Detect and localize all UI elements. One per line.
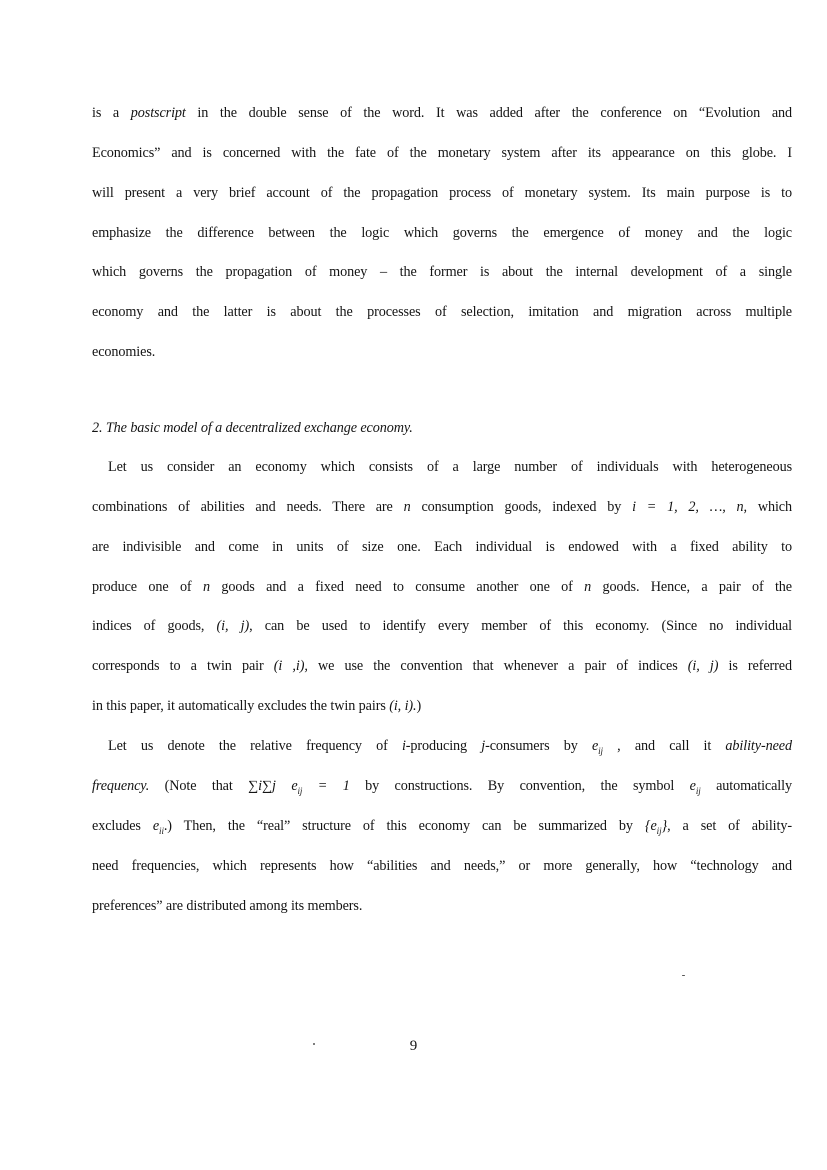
para2-line-4: need frequencies, which represents how “abilities and needs,” or more generally, how “technology and xyxy=(92,858,792,874)
intro-line-2: Economics” and is concerned with the fate of the monetary system after its appearance on this globe. I xyxy=(92,145,792,161)
para1-line-4: produce one of n goods and a fixed need to consume another one of n goods. Hence, a pair of the xyxy=(92,579,792,595)
intro-line-6: economy and the latter is about the processes of selection, imitation and migration across multiple xyxy=(92,304,792,320)
para2-line-3: excludes $e_{ii}$.) Then, the “real” structure of this economy can be summarized by $\{e_{ij}\}$, a set of ability- xyxy=(92,818,792,836)
intro-line-1: is a postscript in the double sense of the word. It was added after the conference on “Evolution and xyxy=(92,105,792,121)
para1-line-2: combinations of abilities and needs. There are n consumption goods, indexed by i = 1, 2, …, n, which xyxy=(92,499,792,515)
page-number: 9 xyxy=(409,1038,418,1054)
para2-line-2: frequency. (Note that ∑i∑j $e_{ij} = 1$ by constructions. By convention, the symbol $e_{ij}$ automatically xyxy=(92,778,792,796)
para2-line-5: preferences” are distributed among its members. xyxy=(92,898,363,914)
summation-expression: ∑i∑j e xyxy=(248,778,298,794)
intro-line-4: emphasize the difference between the logic which governs the emergence of money and the logic xyxy=(92,225,792,241)
scan-speck xyxy=(682,975,685,976)
intro-line-7: economies. xyxy=(92,344,156,360)
para1-line-5: indices of goods, (i, j), can be used to identify every member of this economy. (Since no individual xyxy=(92,618,792,634)
para1-line-1: Let us consider an economy which consists of a large number of individuals with heterogeneous xyxy=(108,459,792,475)
para1-line-6: corresponds to a twin pair (i ,i), we use the convention that whenever a pair of indices (i, j) is referred xyxy=(92,658,792,674)
para1-line-7: in this paper, it automatically excludes the twin pairs (i, i).) xyxy=(92,698,422,714)
intro-line-5: which governs the propagation of money – the former is about the internal development of a single xyxy=(92,264,792,280)
section-heading: 2. The basic model of a decentralized exchange economy. xyxy=(92,420,413,436)
para1-line-3: are indivisible and come in units of size one. Each individual is endowed with a fixed ability to xyxy=(92,539,792,555)
intro-line-3: will present a very brief account of the propagation process of monetary system. Its main purpose is to xyxy=(92,185,792,201)
para2-line-1: Let us denote the relative frequency of i-producing j-consumers by $e_{ij}$ , and call it ability-need xyxy=(108,738,792,756)
